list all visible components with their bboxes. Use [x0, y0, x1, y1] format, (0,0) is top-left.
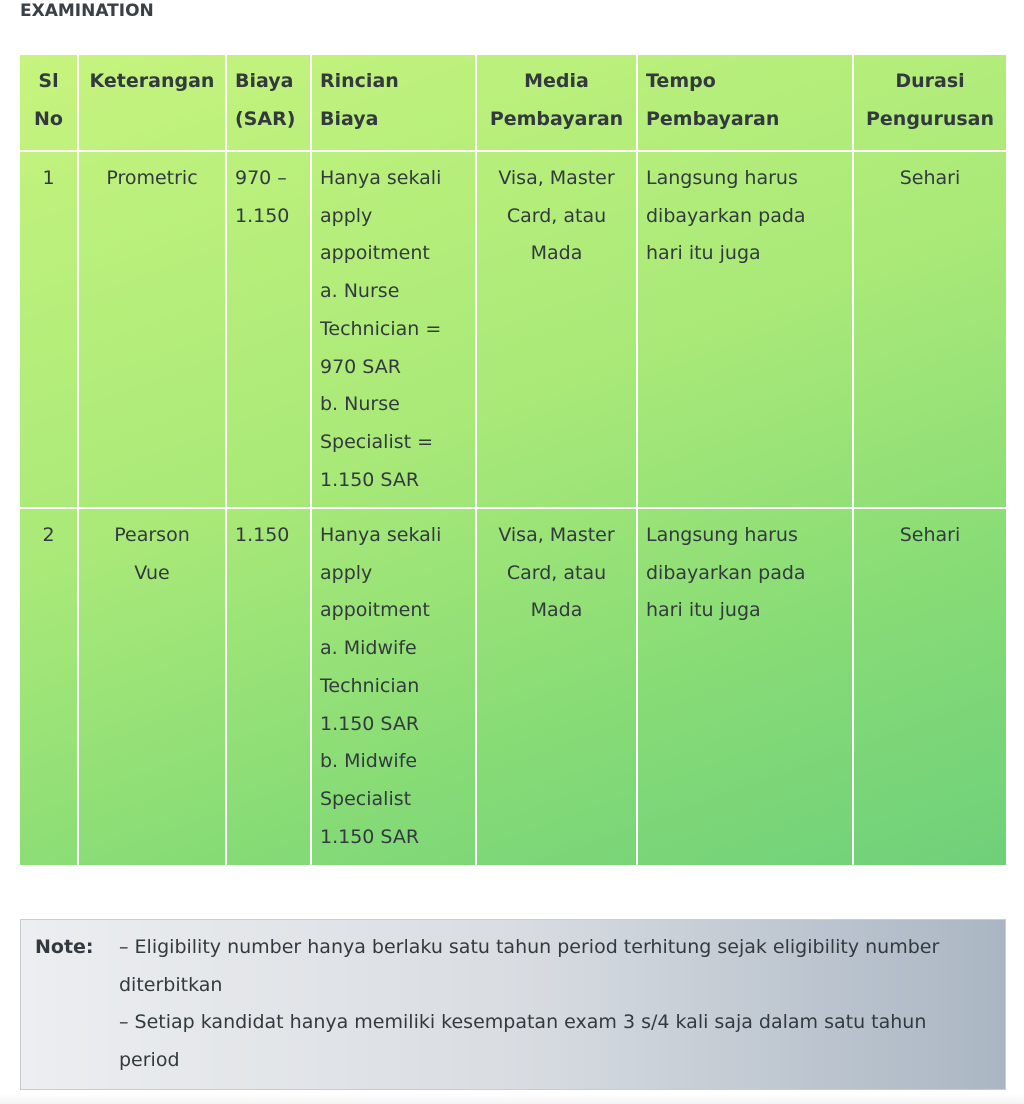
header-rincian-biaya: Rincian Biaya — [311, 55, 476, 151]
cell-rincian-biaya: Hanya sekali apply appoitment a. Nurse Technician = 970 SAR b. Nurse Specialist = 1.150 SAR — [311, 151, 476, 508]
table-row — [20, 508, 1006, 865]
examination-table — [20, 55, 1006, 865]
note-body — [119, 929, 989, 1080]
note-line: diterbitkan — [119, 973, 223, 996]
cell-biaya: 970 – 1.150 — [226, 151, 311, 508]
header-media-pembayaran: Media Pembayaran — [476, 55, 637, 151]
header-keterangan: Keterangan — [78, 55, 226, 151]
cell-tempo-pembayaran: Langsung harus dibayarkan pada hari itu juga — [637, 508, 853, 865]
cell-no: 1 — [20, 151, 78, 508]
cell-durasi-pengurusan: Sehari — [853, 508, 1006, 865]
cell-durasi-pengurusan: Sehari — [853, 151, 1006, 508]
table-header-row — [20, 55, 1006, 151]
examination-table-container — [20, 55, 1006, 865]
header-sl-no: Sl No — [20, 55, 78, 151]
table-row — [20, 151, 1006, 508]
header-durasi-pengurusan: Durasi Pengurusan — [853, 55, 1006, 151]
cell-keterangan: Prometric — [78, 151, 226, 508]
header-biaya: Biaya (SAR) — [226, 55, 311, 151]
cell-rincian-biaya: Hanya sekali apply appoitment a. Midwife Technician 1.150 SAR b. Midwife Specialist 1.150 SAR — [311, 508, 476, 865]
note-line: – Setiap kandidat hanya memiliki kesempatan exam 3 s/4 kali saja dalam satu tahun — [119, 1011, 927, 1034]
cell-media-pembayaran: Visa, Master Card, atau Mada — [476, 508, 637, 865]
cell-keterangan: Pearson Vue — [78, 508, 226, 865]
header-tempo-pembayaran: Tempo Pembayaran — [637, 55, 853, 151]
note-line: – Eligibility number hanya berlaku satu tahun period terhitung sejak eligibility number — [119, 936, 940, 958]
section-title: EXAMINATION — [20, 1, 154, 21]
cell-no: 2 — [20, 508, 78, 865]
note-line: period — [119, 1049, 180, 1072]
cell-tempo-pembayaran: Langsung harus dibayarkan pada hari itu juga — [637, 151, 853, 508]
page-bottom-shade — [0, 1094, 1024, 1104]
note-box — [20, 919, 1006, 1090]
note-label: Note: — [35, 936, 94, 958]
cell-media-pembayaran: Visa, Master Card, atau Mada — [476, 151, 637, 508]
cell-biaya: 1.150 — [226, 508, 311, 865]
